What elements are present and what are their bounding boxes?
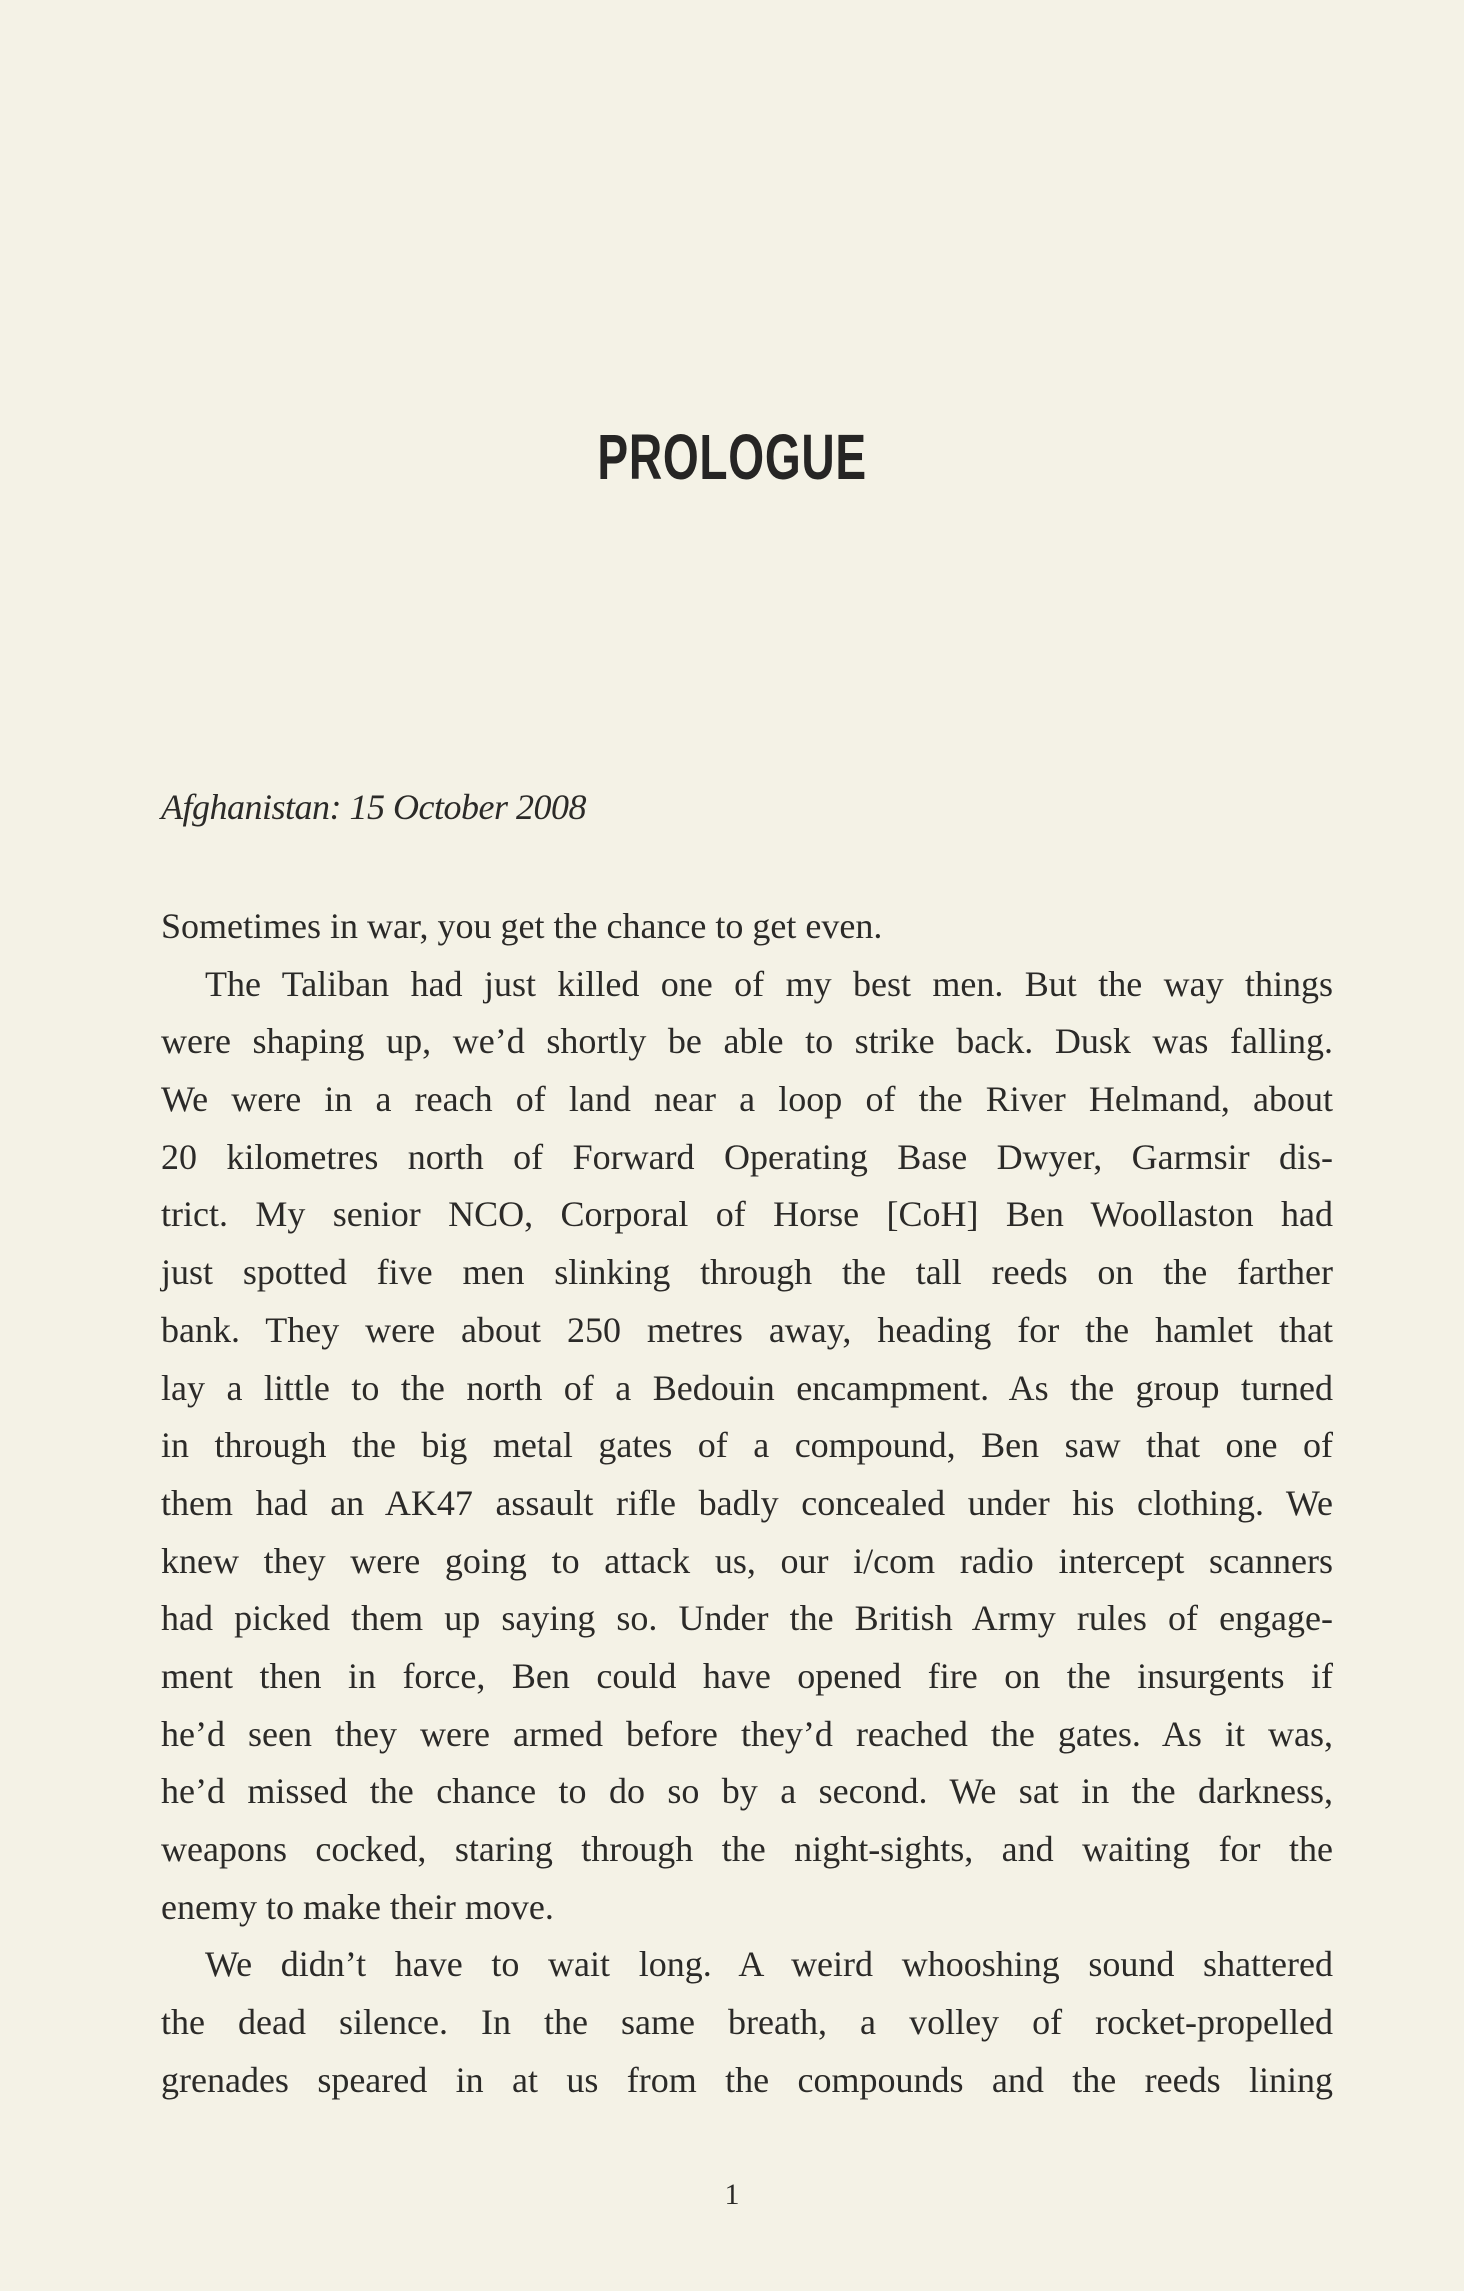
- chapter-title: [0, 420, 1464, 494]
- text-line: The Taliban had just killed one of my best men. But the way things: [205, 963, 1333, 1004]
- text-line: he’d missed the chance to do so by a second. We sat in the darkness,: [161, 1771, 1333, 1812]
- text-line: were shaping up, we’d shortly be able to strike back. Dusk was falling.: [161, 1021, 1333, 1062]
- text-line: trict. My senior NCO, Corporal of Horse [CoH] Ben Woollaston had: [161, 1194, 1333, 1235]
- body-text: [161, 898, 1333, 2109]
- text-line: grenades speared in at us from the compounds and the reeds lining: [161, 2059, 1333, 2100]
- text-line: had picked them up saying so. Under the British Army rules of engage-: [161, 1598, 1333, 1639]
- text-line: Sometimes in war, you get the chance to get even.: [161, 906, 883, 946]
- text-line: 20 kilometres north of Forward Operating Base Dwyer, Garmsir dis-: [161, 1136, 1333, 1177]
- text-line: in through the big metal gates of a compound, Ben saw that one of: [161, 1425, 1333, 1466]
- text-line: them had an AK47 assault rifle badly concealed under his clothing. We: [161, 1482, 1333, 1523]
- text-line: bank. They were about 250 metres away, heading for the hamlet that: [161, 1309, 1333, 1350]
- page-number: 1: [724, 2178, 740, 2211]
- text-line: he’d seen they were armed before they’d reached the gates. As it was,: [161, 1713, 1333, 1754]
- text-line: weapons cocked, staring through the night-sights, and waiting for the: [161, 1829, 1333, 1869]
- text-line: We were in a reach of land near a loop of the River Helmand, about: [161, 1079, 1333, 1120]
- text-line: just spotted five men slinking through the tall reeds on the farther: [161, 1252, 1333, 1293]
- text-line: knew they were going to attack us, our i/com radio intercept scanners: [161, 1540, 1333, 1581]
- text-line: ment then in force, Ben could have opened fire on the insurgents if: [161, 1655, 1333, 1696]
- text-line: the dead silence. In the same breath, a volley of rocket-propelled: [161, 2002, 1333, 2043]
- dateline: Afghanistan: 15 October 2008: [161, 787, 586, 827]
- chapter-title-text: PROLOGUE: [597, 421, 867, 493]
- text-line: enemy to make their move.: [161, 1886, 554, 1927]
- text-line: lay a little to the north of a Bedouin encampment. As the group turned: [161, 1367, 1333, 1408]
- text-line: We didn’t have to wait long. A weird whooshing sound shattered: [205, 1944, 1333, 1985]
